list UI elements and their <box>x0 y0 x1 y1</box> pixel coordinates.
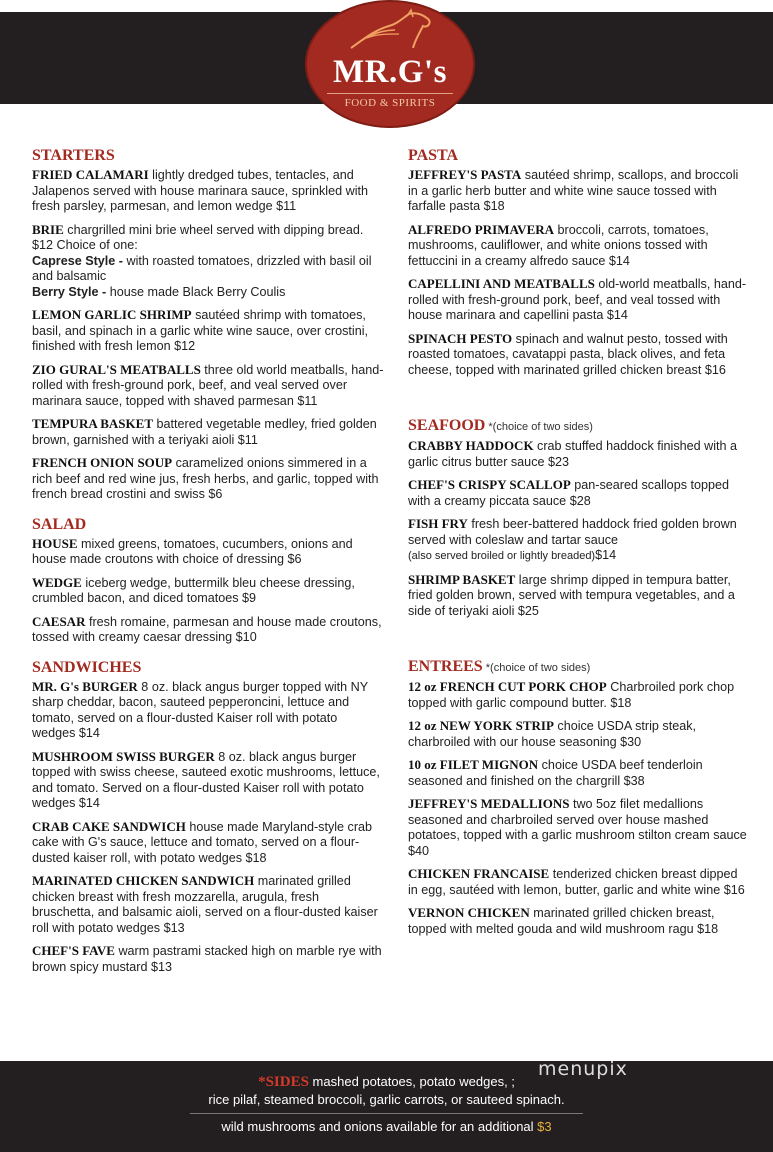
item-name: VERNON CHICKEN <box>408 905 530 920</box>
item-description: 8 oz. black angus burger topped with swiss cheese, sauteed exotic mushrooms, lettuce, and tomato. Served on a flour-dusted Kaiser roll with potato wedges $14 <box>32 749 380 810</box>
logo-tagline: FOOD & SPIRITS <box>344 97 436 109</box>
horse-head-icon <box>345 8 435 54</box>
menu-item <box>408 222 750 270</box>
item-description: old-world meatballs, hand-rolled with fresh-ground pork, beef, and veal tossed with house marinara and capellini pasta $14 <box>408 277 747 322</box>
menu-item <box>408 757 750 789</box>
sides-heading: *SIDES <box>258 1074 309 1090</box>
item-name: MARINATED CHICKEN SANDWICH <box>32 873 255 888</box>
option-text: with roasted tomatoes, drizzled with basil oil and balsamic <box>32 253 372 283</box>
section-note: *(choice of two sides) <box>485 421 593 433</box>
sides-line-1: mashed potatoes, potato wedges, ; <box>308 1074 515 1089</box>
menu-item <box>32 943 384 975</box>
menu-item <box>32 873 384 936</box>
item-name: 12 oz NEW YORK STRIP <box>408 718 554 733</box>
item-list <box>408 679 750 937</box>
item-list <box>32 679 384 976</box>
item-list <box>32 167 384 503</box>
item-note: (also served broiled or lightly breaded) <box>408 550 596 562</box>
menu-item <box>32 222 384 301</box>
item-description: lightly dredged tubes, tentacles, and Jalapenos served with house marinara sauce, sprinkled with fresh parsley, parmesan, and lemon wedge $11 <box>32 168 369 213</box>
item-description: battered vegetable medley, fried golden brown, garnished with a teriyaki aioli $11 <box>32 417 377 447</box>
menu-item <box>32 167 384 215</box>
menu-section <box>32 658 384 976</box>
additional-note <box>0 1119 773 1134</box>
section-heading <box>32 515 384 535</box>
section-heading <box>408 416 750 437</box>
menu-item <box>408 276 750 324</box>
item-description: marinated grilled chicken breast with fresh mozzarella, arugula, fresh bruschetta, and balsamic aioli, served on a flour-dusted kaiser roll with potato wedges $13 <box>32 874 378 935</box>
item-description: iceberg wedge, buttermilk bleu cheese dressing, crumbled bacon, and diced tomatoes $9 <box>32 575 355 605</box>
option-label: Caprese Style - <box>32 253 123 268</box>
menu-item <box>32 536 384 568</box>
additional-text: wild mushrooms and onions available for an additional <box>221 1119 538 1134</box>
menu-section <box>32 515 384 646</box>
item-name: SPINACH PESTO <box>408 330 513 346</box>
item-description: chargrilled mini brie wheel served with dipping bread. $12 Choice of one: <box>32 222 364 252</box>
menu-item <box>408 905 750 937</box>
item-description: mixed greens, tomatoes, cucumbers, onions and house made croutons with choice of dressing $6 <box>32 536 353 566</box>
menu-item <box>408 438 750 470</box>
item-description: house made Maryland-style crab cake with G's sauce, lettuce and tomato, served on a flour-dusted kaiser roll, with potato wedges $18 <box>32 819 373 865</box>
item-description: broccoli, carrots, tomatoes, mushrooms, cauliflower, and white onions tossed with fettuccini in a creamy alfredo sauce $14 <box>408 222 709 268</box>
item-description: 8 oz. black angus burger topped with NY sharp cheddar, bacon, sauteed pepperoncini, lettuce and tomato, served on a flour-dusted Kaiser roll with potato wedges $14 <box>32 679 368 740</box>
item-description: marinated grilled chicken breast, topped with melted gouda and wild mushroom ragu $18 <box>408 906 719 936</box>
section-title: STARTERS <box>32 147 115 164</box>
item-name: ALFREDO PRIMAVERA <box>408 221 555 237</box>
item-name: 12 oz FRENCH CUT PORK CHOP <box>408 679 607 694</box>
item-description: sautéed shrimp with tomatoes, basil, and spinach in a garlic white wine sauce, over crostini, finished with fresh lemon $12 <box>32 308 369 353</box>
item-description: fresh beer-battered haddock fried golden brown served with coleslaw and tartar sauce <box>408 517 737 547</box>
menu-section <box>408 416 750 619</box>
item-name: JEFFREY'S PASTA <box>408 167 522 182</box>
item-description: choice USDA beef tenderloin seasoned and finished on the chargrill $38 <box>408 758 703 788</box>
item-name: ZIO GURAL'S MEATBALLS <box>32 361 201 377</box>
item-name: TEMPURA BASKET <box>32 416 153 431</box>
section-heading <box>408 657 750 678</box>
item-price: $14 <box>595 548 617 562</box>
menu-item <box>32 455 384 503</box>
menu-section <box>408 146 750 378</box>
menu-item <box>32 416 384 448</box>
item-name: MR. G's BURGER <box>32 678 138 694</box>
menu-item <box>408 477 750 509</box>
section-heading <box>32 658 384 678</box>
option-label: Berry Style - <box>32 284 107 299</box>
menu-section <box>408 657 750 937</box>
section-title: PASTA <box>408 147 459 164</box>
menu-item <box>32 614 384 646</box>
sides-text <box>0 1073 773 1108</box>
section-heading <box>32 146 384 166</box>
menu-item <box>32 307 384 355</box>
sides-footer <box>0 1061 773 1152</box>
item-name: LEMON GARLIC SHRIMP <box>32 307 192 322</box>
menu-item <box>32 362 384 410</box>
item-description: three old world meatballs, hand-rolled with fresh-ground pork, beef, and veal served over marinara sauce, topped with shaved parmesan $11 <box>32 362 384 408</box>
item-description: spinach and walnut pesto, tossed with roasted tomatoes, cavatappi pasta, black olives, and feta cheese, topped with marinated grilled chicken breast $16 <box>408 331 728 377</box>
item-name: CHEF'S CRISPY SCALLOP <box>408 477 571 492</box>
item-description: fresh romaine, parmesan and house made croutons, tossed with creamy caesar dressing $10 <box>32 614 382 644</box>
logo-divider <box>327 93 453 94</box>
item-name: BRIE <box>32 221 64 237</box>
sides-line-2: rice pilaf, steamed broccoli, garlic carrots, or sauteed spinach. <box>208 1092 565 1107</box>
menu-item <box>32 819 384 867</box>
item-name: FISH FRY <box>408 516 468 531</box>
item-name: FRENCH ONION SOUP <box>32 455 173 470</box>
right-column <box>408 140 750 937</box>
item-description: large shrimp dipped in tempura batter, fried golden brown, served with tempura vegetables, and a side of teriyaki aioli $25 <box>408 572 735 618</box>
item-description: crab stuffed haddock finished with a garlic citrus butter sauce $23 <box>408 439 738 469</box>
item-name: FRIED CALAMARI <box>32 167 149 182</box>
item-description: tenderized chicken breast dipped in egg, sautéed with lemon, butter, garlic and white wine $16 <box>408 867 745 897</box>
item-name: CAPELLINI AND MEATBALLS <box>408 276 595 291</box>
item-list <box>32 536 384 646</box>
menu-item <box>408 516 750 565</box>
item-name: SHRIMP BASKET <box>408 571 516 587</box>
item-name: CRABBY HADDOCK <box>408 438 534 453</box>
watermark-text: menupix <box>538 1058 628 1080</box>
left-column <box>32 140 384 975</box>
item-description: warm pastrami stacked high on marble rye with brown spicy mustard $13 <box>32 944 382 974</box>
menu-item <box>408 796 750 859</box>
item-description: caramelized onions simmered in a rich beef and red wine jus, fresh herbs, and garlic, topped with french bread crostini and swiss $6 <box>32 456 379 501</box>
item-name: JEFFREY'S MEDALLIONS <box>408 796 570 811</box>
item-name: CAESAR <box>32 613 86 629</box>
item-description: Charbroiled pork chop topped with garlic compound butter. $18 <box>408 680 735 710</box>
item-name: HOUSE <box>32 535 78 551</box>
section-title: SALAD <box>32 515 87 533</box>
item-description: choice USDA strip steak, charbroiled with our house seasoning $30 <box>408 719 696 749</box>
item-list <box>408 438 750 619</box>
menu-item <box>408 679 750 711</box>
menu-section <box>32 146 384 503</box>
additional-price: $3 <box>537 1119 552 1134</box>
section-title: SANDWICHES <box>32 658 142 676</box>
item-description: two 5oz filet medallions seasoned and charbroiled served over house mashed potatoes, topped with a garlic mushroom stilton cream sauce $40 <box>408 797 747 858</box>
logo-name: MR.G's <box>333 54 447 90</box>
item-name: CRAB CAKE SANDWICH <box>32 818 186 834</box>
menu-item <box>32 575 384 607</box>
item-description: pan-seared scallops topped with a creamy piccata sauce $28 <box>408 478 730 508</box>
menu-item <box>408 331 750 379</box>
item-name: 10 oz FILET MIGNON <box>408 757 539 772</box>
menu-item <box>408 167 750 215</box>
section-title: ENTREES <box>408 658 483 675</box>
item-list <box>408 167 750 378</box>
item-description: sautéed shrimp, scallops, and broccoli in a garlic herb butter and white wine sauce tossed with farfalle pasta $18 <box>408 168 739 213</box>
item-name: CHICKEN FRANCAISE <box>408 866 550 881</box>
item-name: WEDGE <box>32 574 82 590</box>
menu-item <box>32 749 384 812</box>
item-name: MUSHROOM SWISS BURGER <box>32 748 215 764</box>
item-name: CHEF'S FAVE <box>32 943 115 958</box>
option-text: house made Black Berry Coulis <box>106 284 286 299</box>
section-title: SEAFOOD <box>408 417 486 434</box>
menu-item <box>32 679 384 742</box>
restaurant-logo <box>305 0 475 128</box>
section-heading <box>408 146 750 166</box>
menu-item <box>408 866 750 898</box>
section-note: *(choice of two sides) <box>482 662 591 674</box>
menu-item <box>408 718 750 750</box>
footer-divider <box>190 1113 583 1114</box>
menu-item <box>408 572 750 620</box>
